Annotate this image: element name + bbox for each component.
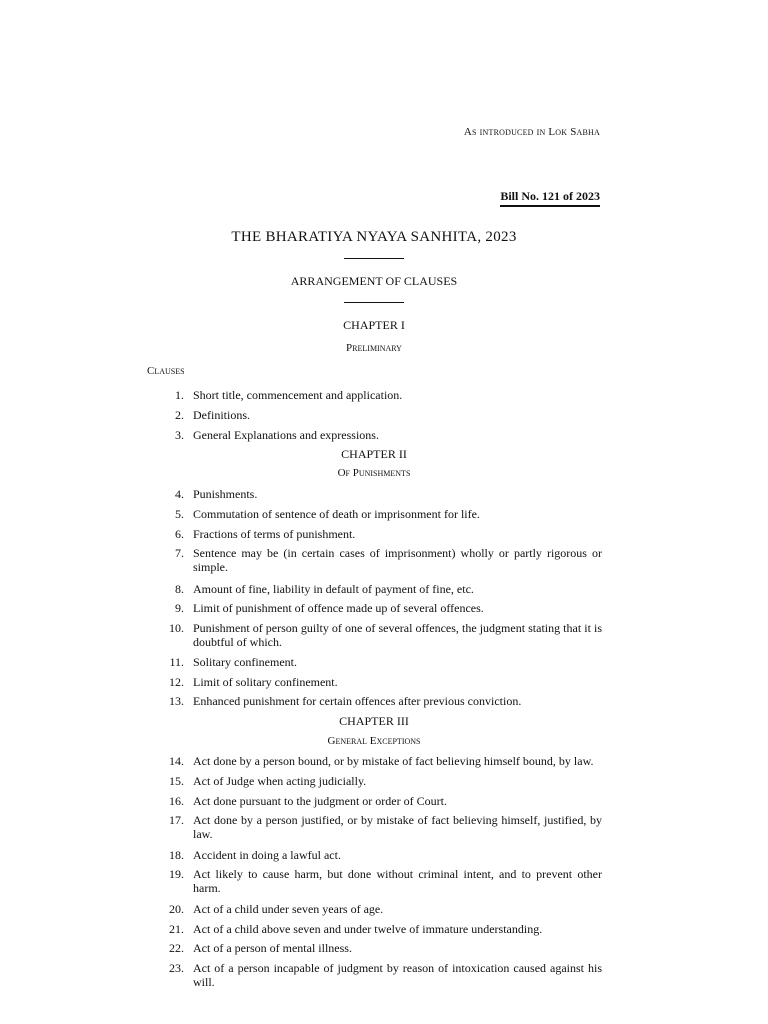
clause-text: Sentence may be (in certain cases of imprisonment) wholly or partly rigorous or simple. (193, 546, 602, 574)
title-divider (344, 258, 404, 259)
clause-text: Solitary confinement. (193, 655, 297, 669)
clause-item (160, 675, 602, 689)
chapter-subheading: Preliminary (346, 342, 402, 354)
clause-item (160, 487, 602, 501)
clause-text: Act of a child under seven years of age. (193, 902, 384, 916)
clause-text: Limit of punishment of offence made up of several offences. (193, 601, 484, 615)
clause-number: 6. (175, 527, 184, 541)
clause-item (160, 774, 602, 788)
clause-text: Amount of fine, liability in default of payment of fine, etc. (193, 582, 474, 596)
bill-number: Bill No. 121 of 2023 (500, 189, 600, 207)
clause-text: General Explanations and expressions. (193, 428, 379, 442)
clause-number: 13. (169, 694, 184, 708)
bill-title: THE BHARATIYA NYAYA SANHITA, 2023 (231, 229, 517, 245)
clause-item (160, 754, 602, 768)
clause-number: 7. (175, 546, 184, 560)
introduced-note: As introduced in Lok Sabha (463, 126, 600, 138)
clause-number: 3. (175, 428, 184, 442)
clause-number: 19. (169, 867, 184, 881)
clause-item (160, 621, 602, 649)
clause-text: Accident in doing a lawful act. (193, 848, 341, 862)
chapter-heading: CHAPTER II (341, 447, 407, 461)
clause-text: Short title, commencement and application. (193, 388, 403, 402)
clause-item (160, 848, 602, 862)
clause-number: 2. (175, 408, 184, 422)
clause-item (160, 813, 602, 841)
clause-number: 11. (169, 655, 184, 669)
clause-text: Punishments. (193, 487, 258, 501)
clause-number: 17. (169, 813, 184, 827)
clause-text: Enhanced punishment for certain offences after previous conviction. (193, 694, 522, 708)
clause-number: 16. (169, 794, 184, 808)
clause-item (160, 922, 602, 936)
clause-text: Commutation of sentence of death or imprisonment for life. (193, 507, 480, 521)
clause-item (160, 428, 602, 442)
chapter-subheading: General Exceptions (327, 735, 421, 747)
clause-item (160, 388, 602, 402)
clause-item (160, 582, 602, 596)
clause-text: Act done by a person justified, or by mistake of fact believing himself, justified, by law. (193, 813, 602, 841)
clause-text: Act of Judge when acting judicially. (193, 774, 367, 788)
clause-text: Punishment of person guilty of one of several offences, the judgment stating that it is doubtful of which. (193, 621, 602, 649)
clause-text: Act of a child above seven and under twelve of immature understanding. (193, 922, 543, 936)
clause-number: 21. (169, 922, 184, 936)
clause-number: 15. (169, 774, 184, 788)
clause-text: Limit of solitary confinement. (193, 675, 338, 689)
clause-number: 5. (175, 507, 184, 521)
clause-item (160, 601, 602, 615)
clause-text: Act done by a person bound, or by mistake of fact believing himself bound, by law. (193, 754, 594, 768)
clause-number: 23. (169, 961, 184, 975)
clause-text: Definitions. (193, 408, 250, 422)
chapter-heading: CHAPTER III (339, 714, 409, 728)
clause-number: 20. (169, 902, 184, 916)
clause-text: Act likely to cause harm, but done without criminal intent, and to prevent other harm. (193, 867, 602, 895)
clause-number: 10. (169, 621, 184, 635)
clause-item (160, 408, 602, 422)
clause-number: 4. (175, 487, 184, 501)
clause-number: 8. (175, 582, 184, 596)
clause-item (160, 941, 602, 955)
clause-item (160, 507, 602, 521)
clause-number: 1. (175, 388, 184, 402)
clause-number: 22. (169, 941, 184, 955)
clause-text: Fractions of terms of punishment. (193, 527, 356, 541)
arrangement-divider (344, 302, 404, 303)
clause-item (160, 867, 602, 895)
clause-item (160, 527, 602, 541)
clause-number: 18. (169, 848, 184, 862)
chapter-heading: CHAPTER I (343, 318, 405, 332)
clause-item (160, 902, 602, 916)
clause-text: Act done pursuant to the judgment or order of Court. (193, 794, 447, 808)
clause-item (160, 961, 602, 989)
clause-text: Act of a person of mental illness. (193, 941, 352, 955)
clause-number: 9. (175, 601, 184, 615)
clause-number: 12. (169, 675, 184, 689)
clause-item (160, 655, 602, 669)
clause-number: 14. (169, 754, 184, 768)
arrangement-heading: ARRANGEMENT OF CLAUSES (290, 274, 458, 288)
chapter-subheading: Of Punishments (337, 467, 411, 479)
clause-item (160, 546, 602, 574)
clause-item (160, 694, 602, 708)
clauses-label: Clauses (147, 365, 185, 377)
clause-item (160, 794, 602, 808)
clause-text: Act of a person incapable of judgment by reason of intoxication caused against his will. (193, 961, 602, 989)
